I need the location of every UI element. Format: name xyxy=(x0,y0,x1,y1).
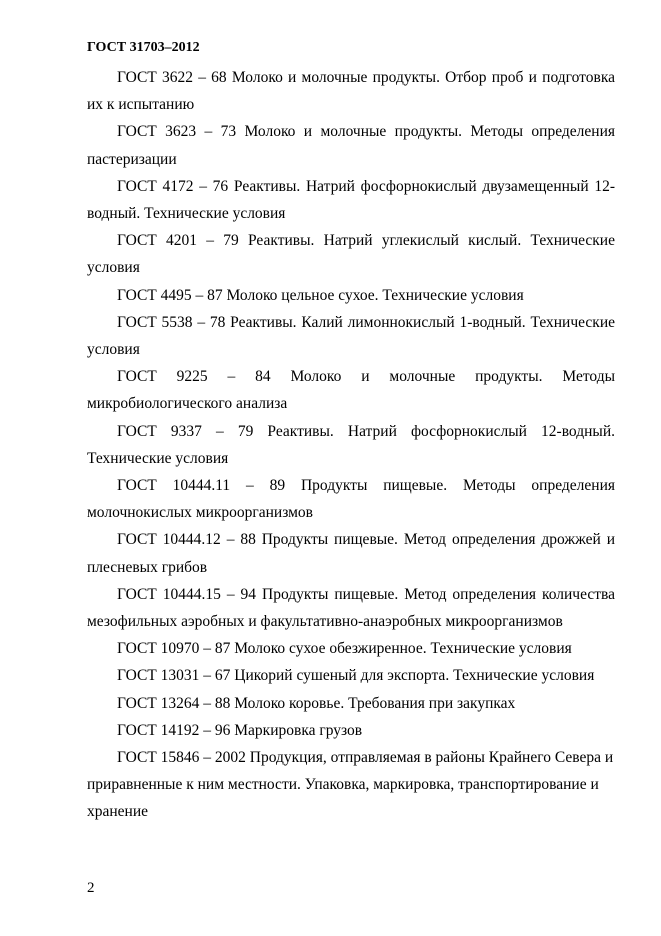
reference-gost-3622: ГОСТ 3622 – 68 Молоко и молочные продукты. Отбор проб и подготовка их к испытанию xyxy=(87,69,615,114)
page-number: 2 xyxy=(87,880,95,896)
reference-gost-9337: ГОСТ 9337 – 79 Реактивы. Натрий фосфорнокислый 12-водный. Технические условия xyxy=(87,422,615,467)
reference-gost-13031: ГОСТ 13031 – 67 Цикорий сушеный для экспорта. Технические условия xyxy=(117,667,595,685)
reference-gost-10970: ГОСТ 10970 – 87 Молоко сухое обезжиренное. Технические условия xyxy=(117,640,572,658)
reference-gost-4495: ГОСТ 4495 – 87 Молоко цельное сухое. Технические условия xyxy=(117,286,524,304)
reference-gost-14192: ГОСТ 14192 – 96 Маркировка грузов xyxy=(117,721,363,739)
reference-gost-4172: ГОСТ 4172 – 76 Реактивы. Натрий фосфорнокислый двузамещенный 12-водный. Технические условия xyxy=(87,177,615,223)
document-header: ГОСТ 31703–2012 xyxy=(87,40,200,55)
reference-gost-13264: ГОСТ 13264 – 88 Молоко коровье. Требования при закупках xyxy=(117,694,516,712)
reference-gost-10444-12: ГОСТ 10444.12 – 88 Продукты пищевые. Метод определения дрожжей и плесневых грибов xyxy=(87,531,615,576)
normative-references-list xyxy=(87,64,615,826)
reference-gost-3623: ГОСТ 3623 – 73 Молоко и молочные продукты. Методы определения пастеризации xyxy=(87,123,615,168)
reference-gost-10444-15: ГОСТ 10444.15 – 94 Продукты пищевые. Метод определения количества мезофильных аэробных и факультативно-анаэробных микроорганизмов xyxy=(87,585,615,631)
reference-gost-9225: ГОСТ 9225 – 84 Молоко и молочные продукты. Методы микробиологического анализа xyxy=(87,368,615,413)
reference-gost-10444-11: ГОСТ 10444.11 – 89 Продукты пищевые. Методы определения молочнокислых микроорганизмов xyxy=(87,477,615,522)
reference-gost-15846: ГОСТ 15846 – 2002 Продукция, отправляемая в районы Крайнего Севера и приравненные к ним местности. Упаковка, маркировка, транспортирование и хранение xyxy=(87,749,614,821)
reference-gost-4201: ГОСТ 4201 – 79 Реактивы. Натрий углекислый кислый. Технические условия xyxy=(87,232,615,277)
reference-gost-5538: ГОСТ 5538 – 78 Реактивы. Калий лимоннокислый 1-водный. Технические условия xyxy=(87,313,615,359)
